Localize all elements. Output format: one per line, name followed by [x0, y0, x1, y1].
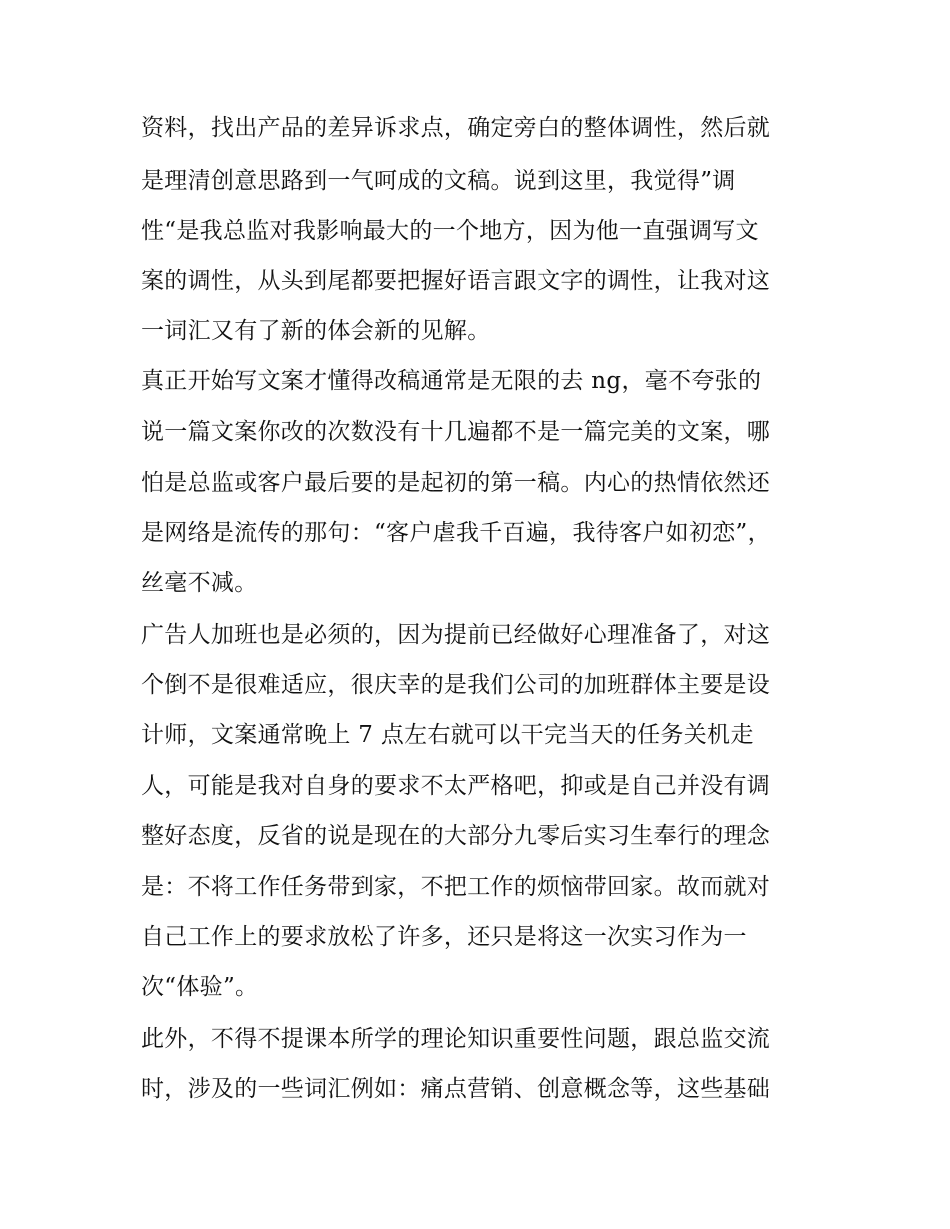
text-line: 案的调性，从头到尾都要把握好语言跟文字的调性，让我对这 — [141, 268, 771, 294]
text-line: 是网络是流传的那句：“客户虐我千百遍，我待客户如初恋”， — [141, 520, 771, 546]
text-line: 资料，找出产品的差异诉求点，确定旁白的整体调性，然后就 — [141, 115, 771, 141]
text-line: 说一篇文案你改的次数没有十几遍都不是一篇完美的文案，哪 — [141, 419, 771, 445]
text-line: 真正开始写文案才懂得改稿通常是无限的去 ng，毫不夸张的 — [141, 368, 762, 394]
text-line: 次“体验”。 — [141, 974, 259, 1000]
text-line: 计师，文案通常晚上 7 点左右就可以干完当天的任务关机走 — [141, 722, 754, 748]
text-line: 是：不将工作任务带到家，不把工作的烦恼带回家。故而就对 — [141, 874, 771, 900]
text-line: 怕是总监或客户最后要的是起初的第一稿。内心的热情依然还 — [141, 470, 771, 496]
text-line: 此外，不得不提课本所学的理论知识重要性问题，跟总监交流 — [141, 1026, 771, 1052]
text-line: 一词汇又有了新的体会新的见解。 — [141, 318, 491, 344]
text-line: 整好态度，反省的说是现在的大部分九零后实习生奉行的理念 — [141, 823, 771, 849]
text-line: 是理清创意思路到一气呵成的文稿。说到这里，我觉得”调 — [141, 168, 736, 194]
text-line: 个倒不是很难适应，很庆幸的是我们公司的加班群体主要是设 — [141, 672, 771, 698]
text-line: 丝毫不减。 — [141, 570, 258, 596]
text-line: 人，可能是我对自身的要求不太严格吧，抑或是自己并没有调 — [141, 773, 771, 799]
text-line: 性“是我总监对我影响最大的一个地方，因为他一直强调写文 — [141, 218, 759, 244]
text-line: 广告人加班也是必须的，因为提前已经做好心理准备了，对这 — [141, 622, 771, 648]
text-line: 自己工作上的要求放松了许多，还只是将这一次实习作为一 — [141, 924, 747, 950]
text-line: 时，涉及的一些词汇例如：痛点营销、创意概念等，这些基础 — [141, 1076, 771, 1102]
